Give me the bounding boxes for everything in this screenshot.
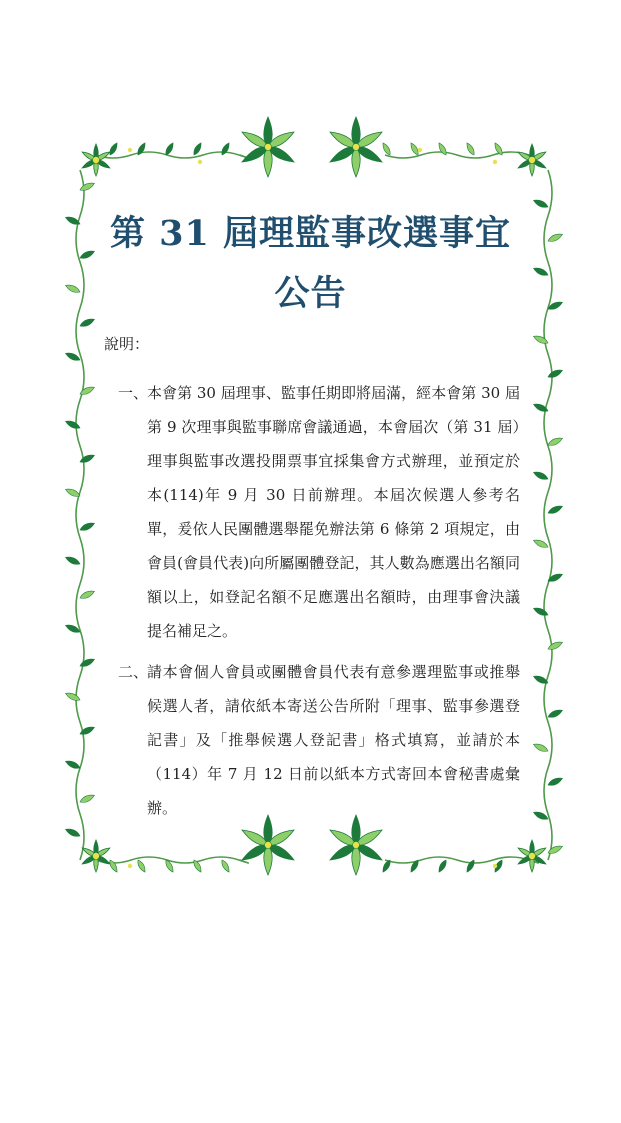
vine-leaf-icon <box>79 589 96 601</box>
vine-leaf-icon <box>532 538 549 550</box>
corner-flower-icon <box>517 840 547 872</box>
berry-icon <box>198 160 202 164</box>
berry-icon <box>128 148 132 152</box>
vine-leaf-icon <box>108 142 119 157</box>
notice-item-2 <box>118 655 520 825</box>
vine-leaf-icon <box>547 776 564 788</box>
vine-leaf-icon <box>532 742 549 754</box>
vine-leaf-icon <box>437 142 448 157</box>
vine-leaf-icon <box>79 793 96 805</box>
berry-icon <box>493 160 497 164</box>
vine-leaf-icon <box>108 859 119 874</box>
vine-leaf-icon <box>79 181 96 193</box>
vine-leaf-icon <box>465 859 476 874</box>
vine-leaf-icon <box>79 657 96 669</box>
vine-leaf-icon <box>79 453 96 465</box>
vine-leaf-icon <box>64 419 81 431</box>
vine-leaf-icon <box>64 691 81 703</box>
vine-leaf-icon <box>547 368 564 380</box>
intro-label: 說明： <box>104 335 150 353</box>
top-left-flower-icon <box>240 117 296 177</box>
item-text: 請本會個人會員或團體會員代表有意參選理監事或推舉候選人者，請依紙本寄送公告所附「理事、監事參選登記書」及「推舉候選人登記書」格式填寫，並請於本（114）年 7 月 12 日前以紙本方式寄回本會秘書處彙辦。 <box>147 663 520 817</box>
vine-leaf-icon <box>192 142 203 157</box>
vine-leaf-icon <box>381 142 392 157</box>
top-right-vine <box>385 152 538 158</box>
vine-leaf-icon <box>64 555 81 567</box>
vine-leaf-icon <box>220 859 231 874</box>
bottom-right-vine <box>385 857 538 863</box>
berry-icon <box>128 864 132 868</box>
vine-leaf-icon <box>79 521 96 533</box>
item-number: 二、 <box>118 663 149 681</box>
vine-leaf-icon <box>547 504 564 516</box>
vine-leaf-icon <box>136 859 147 874</box>
vine-leaf-icon <box>465 142 476 157</box>
notice-subtitle: 公告 <box>274 273 347 314</box>
item-text: 本會第 30 屆理事、監事任期即將屆滿，經本會第 30 屆第 9 次理事與監事聯席會議通過，本會屆次（第 31 屆）理事與監事改選投開票事宜採集會方式辦理，並預定於本(114)年 9 月 30 日前辦理。本屆次候選人參考名單，爰依人民團體選舉罷免辦法第 6 條第 2 項規定，由會員(會員代表)向所屬團體登記，其人數為應選出名額同額以上，如登記名額不足應選出名額時，由理事會決議提名補足之。 <box>147 384 520 640</box>
corner-flower-icon <box>81 840 111 872</box>
vine-leaf-icon <box>532 470 549 482</box>
vine-leaf-icon <box>64 759 81 771</box>
corner-flower-icon <box>517 144 547 176</box>
top-right-flower-icon <box>328 117 384 177</box>
vine-leaf-icon <box>532 334 549 346</box>
vine-leaf-icon <box>136 142 147 157</box>
vine-leaf-icon <box>547 436 564 448</box>
vine-leaf-icon <box>64 827 81 839</box>
berry-icon <box>493 864 497 868</box>
item-number: 一、 <box>118 384 149 402</box>
vine-leaf-icon <box>437 859 448 874</box>
vine-leaf-icon <box>547 708 564 720</box>
notice-title: 第 31 屆理監事改選事宜 <box>109 213 512 254</box>
vine-leaf-icon <box>220 142 231 157</box>
vine-leaf-icon <box>79 317 96 329</box>
vine-leaf-icon <box>532 606 549 618</box>
corner-flower-icon <box>81 144 111 176</box>
berry-icon <box>418 148 422 152</box>
vine-leaf-icon <box>547 640 564 652</box>
notice-item-1 <box>118 376 520 648</box>
